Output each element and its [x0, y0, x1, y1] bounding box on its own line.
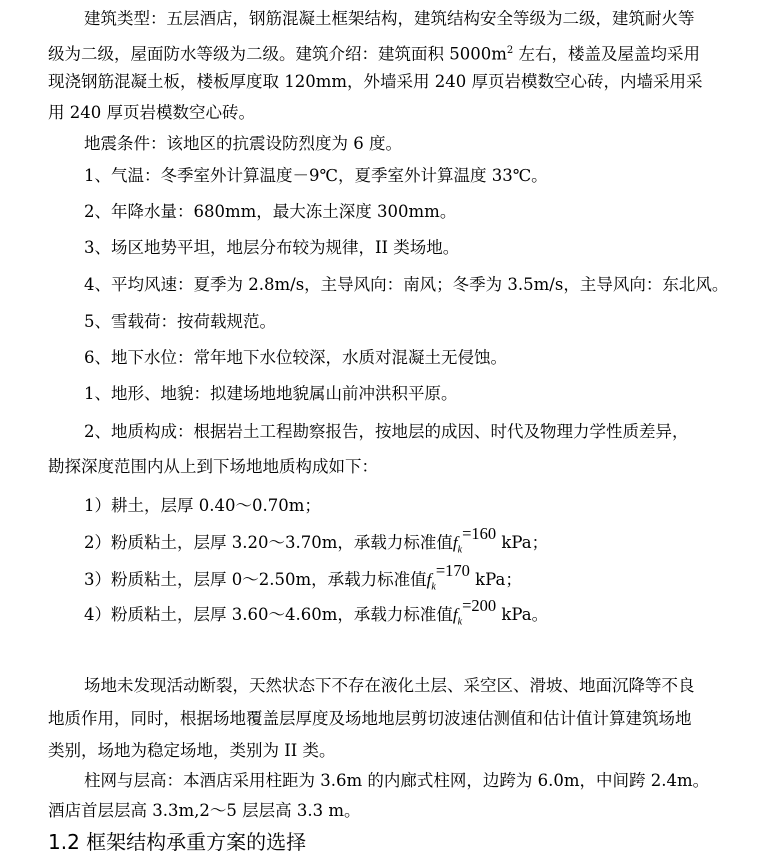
formula-fk: $f_k$ [452, 605, 463, 628]
geology-item-landform: 1、地形、地貌：拟建场地地貌属山前冲洪积平原。 [84, 384, 458, 403]
building-para-line-2-end: 左右，楼盖及屋盖均采用 [513, 44, 701, 64]
site-para-line-1: 场地未发现活动断裂，天然状态下不存在液化土层、采空区、滑坡、地面沉降等不良 [84, 676, 695, 695]
building-para-line-3: 现浇钢筋混凝土板，楼板厚度取 120mm，外墙采用 240 厚页岩模数空心砖，内墙采用采 [48, 72, 703, 91]
building-para-line-1: 建筑类型：五层酒店，钢筋混凝土框架结构，建筑结构安全等级为二级，建筑耐火等 [84, 9, 695, 28]
seismic-line: 地震条件：该地区的抗震设防烈度为 6 度。 [84, 134, 402, 153]
building-para-line-2-text: 级为二级，屋面防水等级为二级。建筑介绍：建筑面积 5000m [48, 44, 507, 64]
climate-item-terrain: 3、场区地势平坦，地层分布较为规律，II 类场地。 [84, 238, 460, 257]
formula-fk: $f_k$ [426, 570, 436, 593]
geology-item-composition-line-1: 2、地质构成：根据岩土工程勘察报告，按地层的成因、时代及物理力学性质差异， [84, 422, 689, 441]
column-grid-line-2: 酒店首层层高 3.3m,2～5 层层高 3.3 m。 [48, 801, 361, 820]
climate-item-groundwater: 6、地下水位：常年地下水位较深，水质对混凝土无侵蚀。 [84, 348, 507, 367]
soil-layer-3-unit: kPa； [469, 570, 522, 589]
soil-layer-3 [84, 561, 770, 599]
climate-item-snow: 5、雪载荷：按荷载规范。 [84, 312, 276, 331]
building-para-line-4: 用 240 厚页岩模数空心砖。 [48, 103, 255, 122]
site-para-line-3: 类别，场地为稳定场地，类别为 II 类。 [48, 741, 336, 760]
soil-layer-4-value: =200 [462, 596, 497, 615]
building-para-line-2 [48, 39, 770, 67]
climate-item-precipitation: 2、年降水量：680mm，最大冻土深度 300mm。 [84, 202, 457, 221]
area-superscript: 2 [506, 45, 514, 56]
climate-item-wind: 4、平均风速：夏季为 2.8m/s，主导风向：南风；冬季为 3.5m/s，主导风向：东北风。 [84, 275, 729, 294]
soil-layer-4-text: 4）粉质粘土，层厚 3.60～4.60m，承载力标准值 [84, 605, 453, 624]
climate-item-temperature: 1、气温：冬季室外计算温度－9℃，夏季室外计算温度 33℃。 [84, 166, 548, 185]
section-heading: 1.2 框架结构承重方案的选择 [48, 830, 307, 854]
soil-layer-3-text: 3）粉质粘土，层厚 0～2.50m，承载力标准值 [84, 570, 427, 589]
soil-layer-3-value: =170 [435, 561, 470, 580]
soil-layer-2 [84, 524, 770, 562]
soil-layer-2-unit: kPa； [496, 533, 549, 552]
soil-layer-2-text: 2）粉质粘土，层厚 3.20～3.70m，承载力标准值 [84, 533, 453, 552]
soil-layer-4-unit: kPa。 [496, 605, 549, 624]
soil-layer-1: 1）耕土，层厚 0.40～0.70m； [84, 496, 321, 515]
column-grid-line-1: 柱网与层高：本酒店采用柱距为 3.6m 的内廊式柱网，边跨为 6.0m，中间跨 2.4m。 [84, 771, 710, 790]
soil-layer-2-value: =160 [462, 524, 497, 543]
soil-layer-4 [84, 596, 770, 634]
site-para-line-2: 地质作用，同时，根据场地覆盖层厚度及场地地层剪切波速估测值和估计值计算建筑场地 [48, 709, 692, 728]
geology-item-composition-line-2: 勘探深度范围内从上到下场地地质构成如下： [48, 457, 378, 476]
formula-fk: $f_k$ [452, 533, 463, 556]
